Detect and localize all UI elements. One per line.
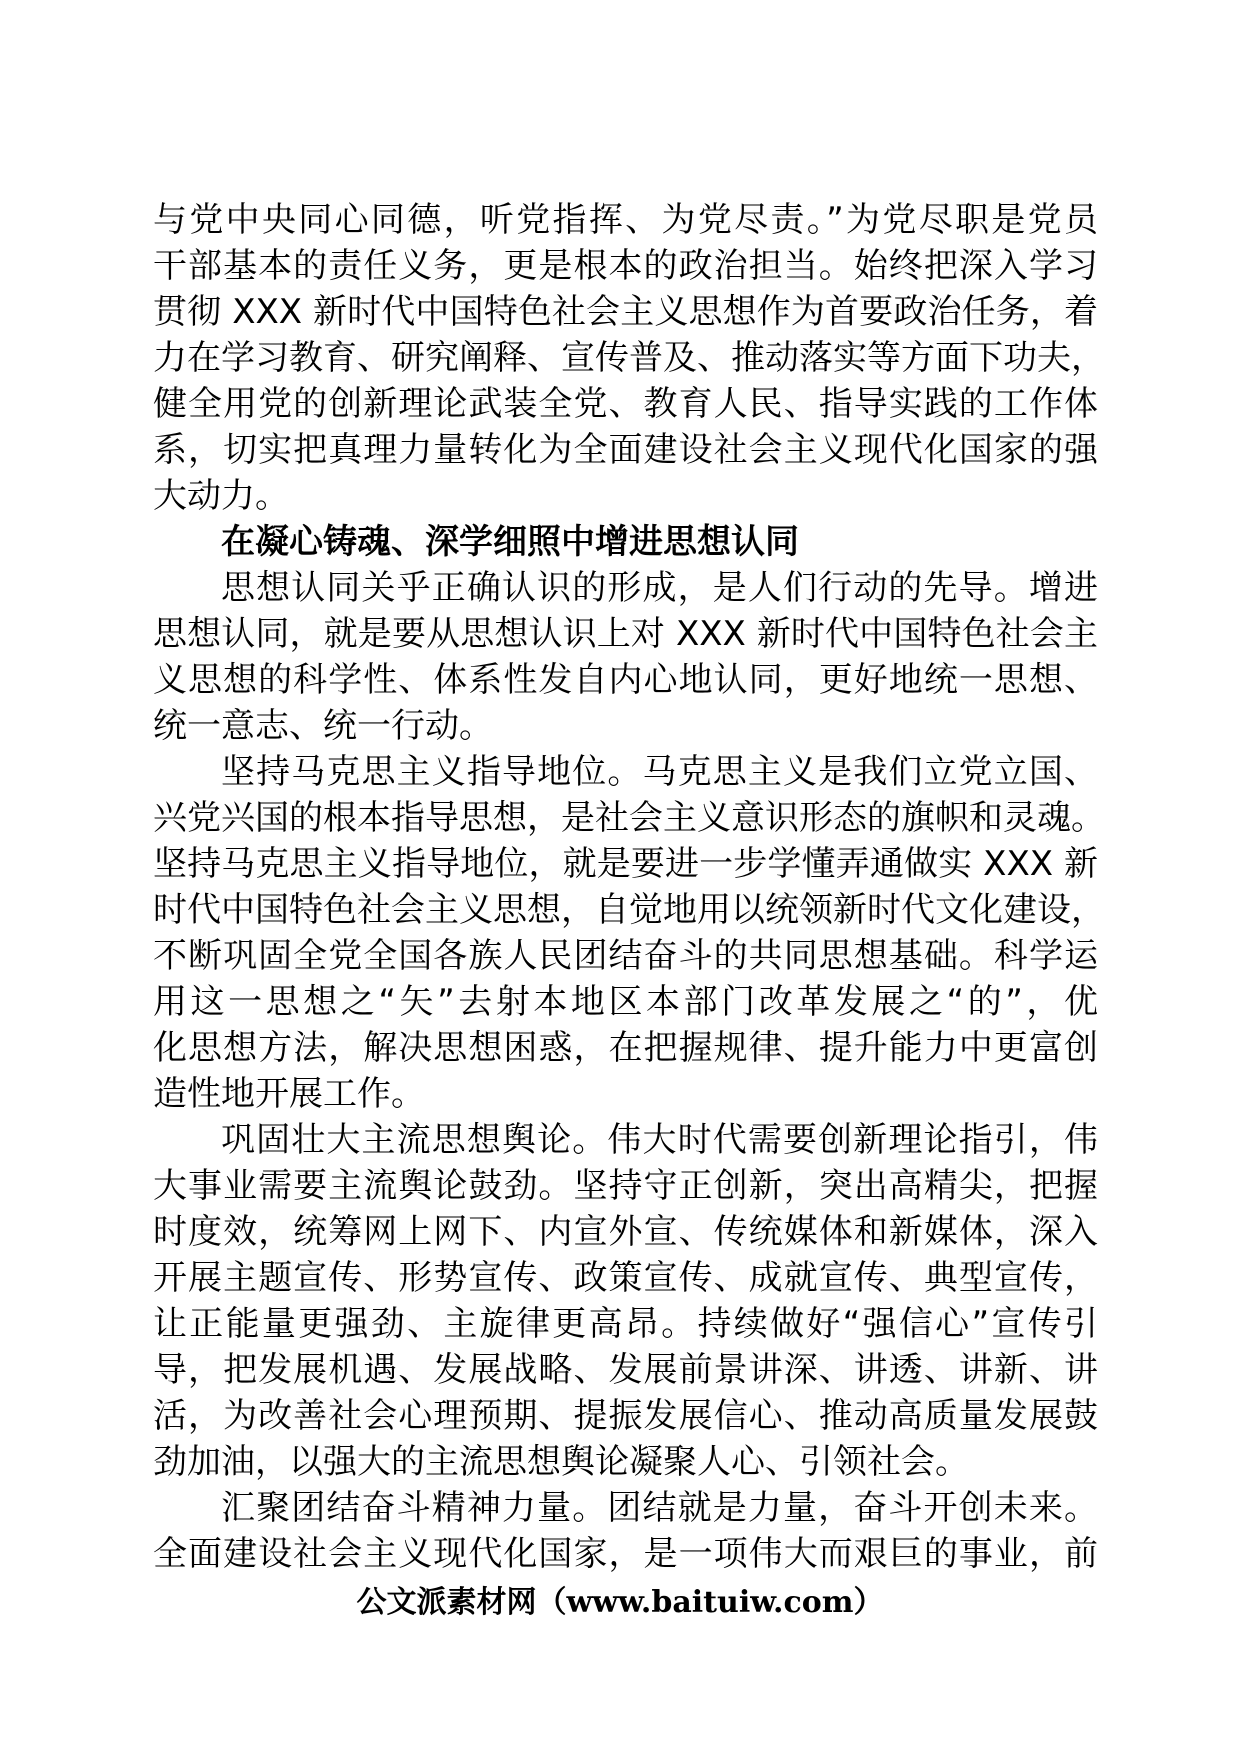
section-heading: 在凝心铸魂、深学细照中增进思想认同 xyxy=(221,522,799,562)
text-line: 义思想的科学性、体系性发自内心地认同，更好地统一思想、 xyxy=(153,660,1098,700)
text-line: 大动力。 xyxy=(153,476,289,516)
text-line: 贯彻 XXX 新时代中国特色社会主义思想作为首要政治任务，着 xyxy=(153,292,1098,332)
text-line: 让正能量更强劲、主旋律更高昂。持续做好“强信心”宣传引 xyxy=(153,1304,1098,1344)
text-line: 思想认同，就是要从思想认识上对 XXX 新时代中国特色社会主 xyxy=(153,614,1098,654)
text-line: 导，把发展机遇、发展战略、发展前景讲深、讲透、讲新、讲 xyxy=(153,1350,1098,1390)
text-line: 不断巩固全党全国各族人民团结奋斗的共同思想基础。科学运 xyxy=(153,936,1098,976)
text-line: 兴党兴国的根本指导思想，是社会主义意识形态的旗帜和灵魂。 xyxy=(153,798,1105,838)
paragraph-mainstream-opinion xyxy=(153,1117,1098,1485)
document-body xyxy=(153,197,1105,1577)
text-line: 巩固壮大主流思想舆论。伟大时代需要创新理论指引，伟 xyxy=(221,1120,1098,1160)
text-line: 汇聚团结奋斗精神力量。团结就是力量，奋斗开创未来。 xyxy=(221,1488,1098,1528)
text-line: 时代中国特色社会主义思想，自觉地用以统领新时代文化建设， xyxy=(153,890,1105,930)
text-line: 开展主题宣传、形势宣传、政策宣传、成就宣传、典型宣传， xyxy=(153,1258,1098,1298)
text-line: 用这一思想之“矢”去射本地区本部门改革发展之“的”，优 xyxy=(153,982,1098,1022)
text-line: 干部基本的责任义务，更是根本的政治担当。始终把深入学习 xyxy=(153,246,1098,286)
paragraph-intro-continuation xyxy=(153,197,1105,519)
text-line: 时度效，统筹网上网下、内宣外宣、传统媒体和新媒体，深入 xyxy=(153,1212,1098,1252)
paragraph-marxism-guidance xyxy=(153,749,1105,1117)
page-footer-source: 公文派素材网（www.baituiw.com） xyxy=(356,1585,884,1620)
paragraph-unity-strength xyxy=(153,1485,1098,1577)
text-line: 化思想方法，解决思想困惑，在把握规律、提升能力中更富创 xyxy=(153,1028,1098,1068)
text-line: 力在学习教育、研究阐释、宣传普及、推动落实等方面下功夫， xyxy=(153,338,1105,378)
text-line: 健全用党的创新理论武装全党、教育人民、指导实践的工作体 xyxy=(153,384,1098,424)
text-line: 思想认同关乎正确认识的形成，是人们行动的先导。增进 xyxy=(221,568,1098,608)
text-line: 坚持马克思主义指导地位，就是要进一步学懂弄通做实 XXX 新 xyxy=(153,844,1098,884)
text-line: 劲加油，以强大的主流思想舆论凝聚人心、引领社会。 xyxy=(153,1442,969,1482)
text-line: 造性地开展工作。 xyxy=(153,1074,425,1114)
text-line: 大事业需要主流舆论鼓劲。坚持守正创新，突出高精尖，把握 xyxy=(153,1166,1098,1206)
text-line: 坚持马克思主义指导地位。马克思主义是我们立党立国、 xyxy=(221,752,1098,792)
paragraph-ideological-identity xyxy=(153,565,1098,749)
text-line: 全面建设社会主义现代化国家，是一项伟大而艰巨的事业，前 xyxy=(153,1534,1098,1574)
text-line: 活，为改善社会心理预期、提振发展信心、推动高质量发展鼓 xyxy=(153,1396,1098,1436)
text-line: 系，切实把真理力量转化为全面建设社会主义现代化国家的强 xyxy=(153,430,1098,470)
text-line: 与党中央同心同德，听党指挥、为党尽责。”为党尽职是党员 xyxy=(153,200,1098,240)
text-line: 统一意志、统一行动。 xyxy=(153,706,493,746)
